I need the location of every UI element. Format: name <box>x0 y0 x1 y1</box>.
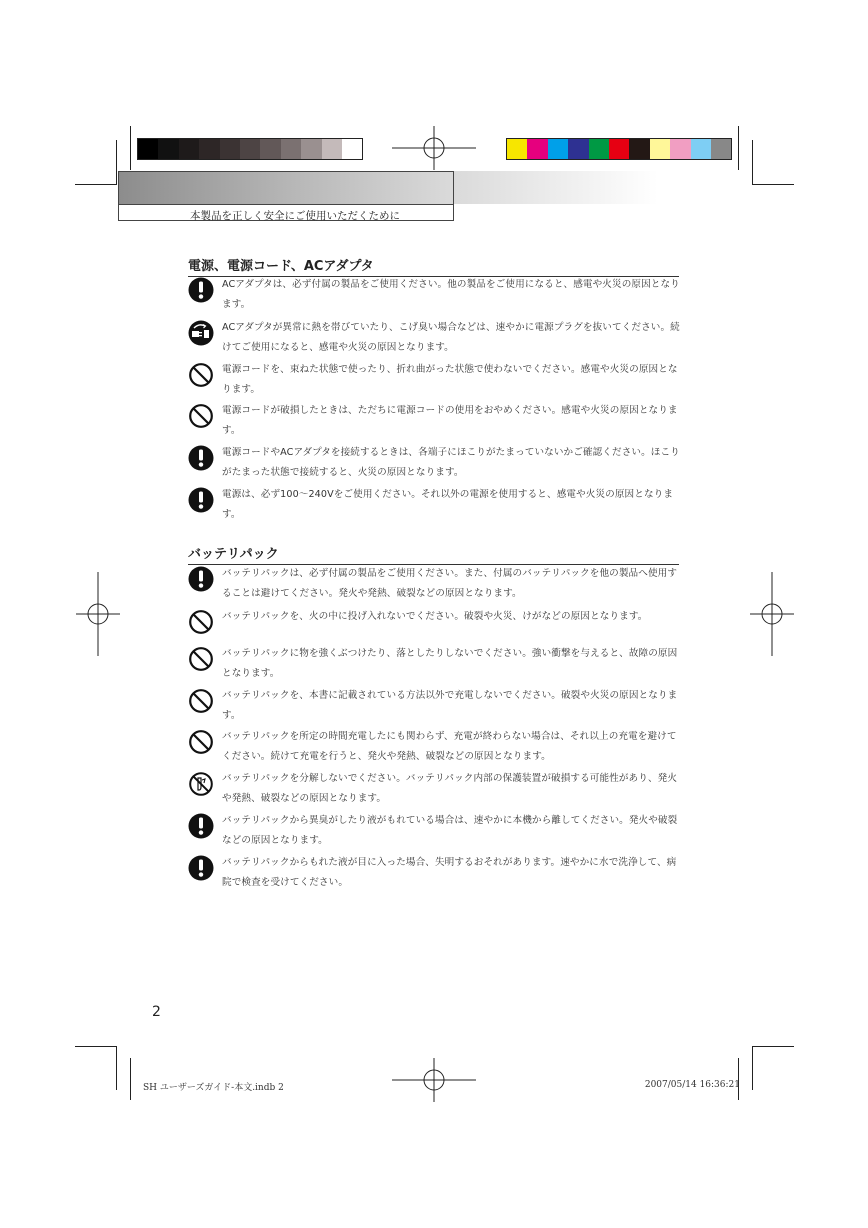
exclamation-icon <box>188 566 214 592</box>
footer-timestamp: 2007/05/14 16:36:21 <box>644 1080 740 1090</box>
prohibited-icon <box>188 609 214 635</box>
exclamation-icon <box>188 813 214 839</box>
prohibited-icon <box>188 646 214 672</box>
prohibited-icon <box>188 688 214 714</box>
safety-item <box>188 811 680 853</box>
registration-mark-top <box>392 126 476 170</box>
unplug-icon <box>188 320 214 346</box>
safety-item-text: ACアダプタが異常に熱を帯びていたり、こげ臭い場合などは、速やかに電源プラグを抜いてください。続けてご使用になると、感電や火災の原因となります。 <box>222 322 680 353</box>
safety-item <box>188 769 680 811</box>
color-swatch <box>629 139 649 159</box>
color-swatch <box>240 139 260 159</box>
safety-item-text: バッテリパックを、本書に記載されている方法以外で充電しないでください。破裂や火災の原因となります。 <box>222 690 678 721</box>
safety-item <box>188 360 680 402</box>
exclamation-icon <box>188 445 214 471</box>
color-swatch <box>568 139 588 159</box>
color-swatch <box>527 139 547 159</box>
exclamation-icon <box>188 855 214 881</box>
exclamation-icon <box>188 487 214 513</box>
color-swatch <box>342 139 362 159</box>
prohibited-icon <box>188 729 214 755</box>
safety-item-text: バッテリパックから異臭がしたり液がもれている場合は、速やかに本機から離してください。発火や破裂などの原因となります。 <box>222 815 678 846</box>
color-swatch <box>548 139 568 159</box>
prohibited-icon <box>188 362 214 388</box>
safety-item-text: 電源コードが破損したときは、ただちに電源コードの使用をおやめください。感電や火災の原因となります。 <box>222 405 678 436</box>
color-swatch <box>220 139 240 159</box>
color-swatch <box>301 139 321 159</box>
registration-mark-left <box>76 572 120 656</box>
safety-item <box>188 853 680 895</box>
no-disassembly-icon <box>188 771 214 797</box>
safety-item-text: バッテリパックを、火の中に投げ入れないでください。破裂や火災、けがなどの原因となります。 <box>222 611 648 622</box>
safety-item <box>188 485 680 527</box>
color-swatch <box>260 139 280 159</box>
safety-item <box>188 727 680 769</box>
color-swatch <box>158 139 178 159</box>
color-swatch <box>711 139 731 159</box>
safety-item-text: ACアダプタは、必ず付属の製品をご使用ください。他の製品をご使用になると、感電や火災の原因となります。 <box>222 279 680 310</box>
safety-item <box>188 686 680 728</box>
safety-item <box>188 644 680 686</box>
footer-file-name: SH ユーザーズガイド-本文.indb 2 <box>143 1083 284 1093</box>
running-header: 本製品を正しく安全にご使用いただくために <box>190 210 400 222</box>
color-swatch <box>179 139 199 159</box>
color-swatch <box>691 139 711 159</box>
safety-item-text: バッテリパックを分解しないでください。バッテリパック内部の保護装置が破損する可能性があり、発火や発熱、破裂などの原因となります。 <box>222 773 678 804</box>
color-swatch <box>199 139 219 159</box>
safety-item-text: バッテリパックに物を強くぶつけたり、落としたりしないでください。強い衝撃を与えると、故障の原因となります。 <box>222 648 678 679</box>
color-swatch <box>650 139 670 159</box>
safety-item <box>188 607 680 629</box>
color-swatch <box>281 139 301 159</box>
safety-item <box>188 275 680 317</box>
page-number: 2 <box>152 1004 161 1020</box>
safety-item-text: 電源は、必ず100〜240Vをご使用ください。それ以外の電源を使用すると、感電や火災の原因となります。 <box>222 489 674 520</box>
color-swatch <box>670 139 690 159</box>
safety-item-text: 電源コードを、束ねた状態で使ったり、折れ曲がった状態で使わないでください。感電や火災の原因となります。 <box>222 364 678 395</box>
process-color-bar <box>506 138 732 160</box>
safety-item <box>188 401 680 443</box>
prohibited-icon <box>188 403 214 429</box>
registration-mark-bottom <box>392 1058 476 1102</box>
header-divider <box>118 204 454 205</box>
gray-color-bar <box>137 138 363 160</box>
safety-item-text: バッテリパックを所定の時間充電したにも関わらず、充電が終わらない場合は、それ以上の充電を避けてください。続けて充電を行うと、発火や発熱、破裂などの原因となります。 <box>222 731 677 762</box>
safety-item <box>188 564 680 606</box>
safety-item-text: バッテリパックからもれた液が目に入った場合、失明するおそれがあります。速やかに水で洗浄して、病院で検査を受けてください。 <box>222 857 677 888</box>
section-title: 電源、電源コード、ACアダプタ <box>188 255 679 277</box>
safety-item <box>188 443 680 485</box>
safety-item-text: 電源コードやACアダプタを接続するときは、各端子にほこりがたまっていないかご確認ください。ほこりがたまった状態で接続すると、火災の原因となります。 <box>222 447 680 478</box>
exclamation-icon <box>188 277 214 303</box>
color-swatch <box>589 139 609 159</box>
safety-item <box>188 318 680 360</box>
safety-item-text: バッテリパックは、必ず付属の製品をご使用ください。また、付属のバッテリパックを他の製品へ使用することは避けてください。発火や発熱、破裂などの原因となります。 <box>222 568 678 599</box>
color-swatch <box>507 139 527 159</box>
color-swatch <box>322 139 342 159</box>
registration-mark-right <box>750 572 794 656</box>
color-swatch <box>138 139 158 159</box>
color-swatch <box>609 139 629 159</box>
section-title: バッテリパック <box>188 543 679 565</box>
